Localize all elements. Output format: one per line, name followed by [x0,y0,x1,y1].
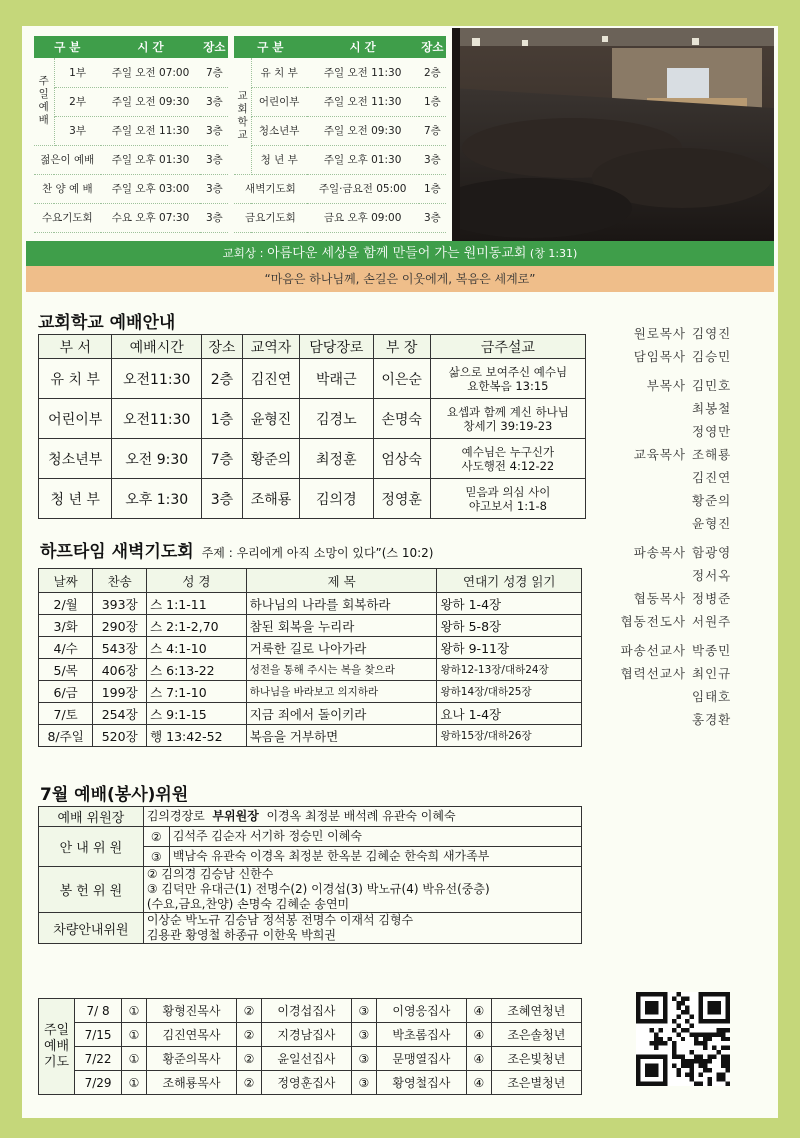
reading-cell: 왕하 1-4장 [437,593,582,615]
table-row [39,439,586,479]
staff-row [598,639,768,662]
place-cell: 2층 [201,359,242,399]
prayer-num: ④ [466,1023,491,1047]
sermon-title: 예수님은 누구신가 [461,444,555,459]
vice-chair-names: 이경옥 최정분 배석례 유관숙 이혜숙 [266,809,456,823]
title-cell: 지금 죄에서 돌이키라 [246,703,437,725]
prayer-num: ① [122,1047,147,1071]
schedule-cell: 3층 [419,203,446,232]
staff-role: 파송목사 [633,545,686,560]
prayer-num: ① [122,1071,147,1095]
prayer-num: ③ [352,1071,377,1095]
reading-cell: 왕하 5-8장 [437,615,582,637]
sermon-verse: 사도행전 4:12-22 [461,458,555,473]
sermon-title: 믿음과 의심 사이 [465,484,551,499]
elder-cell: 김경노 [300,399,373,439]
usher-floor: ② [143,827,169,847]
offering-line: ③ 김덕만 유대근(1) 전명수(2) 이경섭(3) 박노규(4) 박유선(중층) [146,882,490,896]
schedule-cell: 주일 오후 01:30 [307,145,419,174]
col-header: 부 서 [39,335,112,359]
prayer-person: 조혜연청년 [491,999,581,1023]
prayer-person: 지경남집사 [261,1023,351,1047]
date-cell: 7/토 [39,703,93,725]
staff-role [598,397,686,420]
col-header: 장소 [201,335,242,359]
place-cell: 7층 [201,439,242,479]
schedule-cell: 찬 양 예 배 [34,174,101,203]
dawn-title-text: 하프타임 새벽기도회 [40,542,194,562]
staff-name: 정병준 [692,591,732,606]
staff-name: 황준의 [692,493,732,508]
title-cell: 참된 회복을 누리라 [246,615,437,637]
schedule-cell: 2층 [419,58,446,87]
parking-cell [143,913,581,944]
date-cell: 6/금 [39,681,93,703]
staff-name: 윤형진 [692,516,732,531]
staff-role [598,420,686,443]
prayer-num: ④ [466,1047,491,1071]
prayer-num: ① [122,1023,147,1047]
col-header: 장소 [419,36,446,58]
place-cell: 3층 [201,479,242,519]
schedule-cell: 1층 [419,174,446,203]
dawn-header-row [39,569,582,593]
schedule-cell: 주일 오후 01:30 [101,145,201,174]
head-cell: 정영훈 [373,479,430,519]
time-cell: 오전 9:30 [112,439,201,479]
prayer-person: 문맹열집사 [376,1047,466,1071]
reading-cell: 왕하 9-11장 [437,637,582,659]
sermon-verse: 요한복음 13:15 [467,378,549,393]
school-section-title: 교회학교 예배안내 [38,313,176,333]
place-cell: 1층 [201,399,242,439]
table-row [39,703,582,725]
staff-row [598,397,768,420]
prayer-person: 정영훈집사 [261,1071,351,1095]
elder-cell: 박래근 [300,359,373,399]
parking-line: 김용관 황영철 하종규 이한욱 박희권 [146,928,336,942]
usher-names: 김석주 김순자 서기하 정승민 이혜숙 [169,827,581,847]
prayer-person: 황준의목사 [146,1047,236,1071]
date-cell: 4/수 [39,637,93,659]
hymn-cell: 199장 [93,681,147,703]
table-row [39,359,586,399]
parking-line: 이상순 박노규 김승남 정석봉 전명수 이재석 김형수 [146,913,414,927]
sermon-title: 요셉과 함께 계신 하나님 [446,404,569,419]
schedule-cell: 수요기도회 [34,203,101,232]
staff-role: 파송선교사 [620,643,686,658]
schedule-cell: 유 치 부 [251,58,306,87]
schedule-cell: 3부 [54,116,101,145]
dept-cell: 어린이부 [39,399,112,439]
schedule-cell: 3층 [200,145,231,174]
schedule-cell: 금요기도회 [231,203,306,232]
staff-name: 함광영 [692,545,732,560]
motto-label: 교회상 : [222,246,268,260]
reading-cell: 요나 1-4장 [437,703,582,725]
staff-role [598,512,686,535]
time-cell: 오전11:30 [112,399,201,439]
prayer-num: ④ [466,999,491,1023]
prayer-date: 7/29 [75,1071,122,1095]
offering-line: (수요,금요,찬양) 손명숙 김혜순 송연미 [146,897,350,911]
head-cell: 엄상숙 [373,439,430,479]
staff-role: 협동목사 [633,591,686,606]
table-row [39,479,586,519]
head-cell: 손명숙 [373,399,430,439]
hymn-cell: 290장 [93,615,147,637]
chair-cell [143,807,581,827]
chair-name: 김의경장로 [146,809,205,823]
schedule-cell: 청소년부 [251,116,306,145]
schedule-cell: 7층 [419,116,446,145]
schedule-cell: 3층 [200,116,231,145]
title-cell: 하나님을 바라보고 의지하라 [246,681,437,703]
schedule-cell: 젊은이 예배 [34,145,101,174]
schedule-cell: 청 년 부 [251,145,306,174]
parking-label: 차량안내위원 [39,913,144,944]
sermon-cell [430,359,585,399]
pastor-cell: 김진연 [242,359,299,399]
col-header: 연대기 성경 읽기 [437,569,582,593]
staff-row [598,374,768,397]
bible-cell: 행 13:42-52 [147,725,247,747]
prayer-person: 조은빛청년 [491,1047,581,1071]
qr-code-icon[interactable] [636,992,730,1086]
prayer-person: 황형진목사 [146,999,236,1023]
table-row [39,637,582,659]
staff-role: 협력선교사 [620,666,686,681]
staff-name: 조해룡 [692,447,732,462]
prayer-person: 조은솔청년 [491,1023,581,1047]
offering-label: 봉 헌 위 원 [39,867,144,913]
prayer-num: ③ [352,1047,377,1071]
head-cell: 이은순 [373,359,430,399]
elder-cell: 김의경 [300,479,373,519]
prayer-num: ② [237,1071,262,1095]
prayer-person: 황영철집사 [376,1071,466,1095]
hymn-cell: 520장 [93,725,147,747]
church-motto-banner [26,241,774,266]
bible-cell: 스 1:1-11 [147,593,247,615]
col-header: 찬송 [93,569,147,593]
schedule-cell: 어린이부 [251,87,306,116]
prayer-person: 윤일선집사 [261,1047,351,1071]
schedule-cell: 3층 [419,145,446,174]
staff-name: 최인규 [692,666,732,681]
staff-row [598,564,768,587]
col-header: 담당장로 [300,335,373,359]
col-header: 시 간 [101,36,201,58]
table-row [39,1023,582,1047]
bible-cell: 스 2:1-2,70 [147,615,247,637]
schedule-cell: 7층 [200,58,231,87]
committee-section-title: 7월 예배(봉사)위원 [40,785,189,805]
staff-role: 부목사 [646,378,686,393]
reading-cell: 왕하14장/대하25장 [437,681,582,703]
usher-names: 백남숙 유관숙 이경옥 최정분 한옥분 김혜순 한숙희 새가족부 [169,847,581,867]
table-row [39,681,582,703]
schedule-cell: 주일 오후 03:00 [101,174,201,203]
col-header: 금주설교 [430,335,585,359]
staff-role [598,685,686,708]
schedule-cell: 새벽기도회 [231,174,306,203]
schedule-cell: 3층 [200,174,231,203]
schedule-cell: 주일 오전 11:30 [101,116,201,145]
prayer-num: ② [237,1047,262,1071]
col-header: 날짜 [39,569,93,593]
sanctuary-photo [452,28,774,242]
bible-cell: 스 7:1-10 [147,681,247,703]
col-header: 장소 [200,36,231,58]
bible-cell: 스 4:1-10 [147,637,247,659]
staff-row [598,708,768,731]
prayer-person: 이영응집사 [376,999,466,1023]
offering-cell [143,867,581,913]
title-cell: 복음을 거부하면 [246,725,437,747]
schedule-header-row [34,36,446,58]
hymn-cell: 393장 [93,593,147,615]
prayer-person: 조해룡목사 [146,1071,236,1095]
prayer-num: ② [237,999,262,1023]
sermon-verse: 창세기 39:19-23 [463,418,553,433]
schedule-cell: 2부 [54,87,101,116]
time-cell: 오전11:30 [112,359,201,399]
staff-row [598,489,768,512]
sermon-cell [430,479,585,519]
staff-row [598,345,768,368]
table-row [39,913,582,944]
schedule-cell: 주일·금요전 05:00 [307,174,419,203]
schedule-cell: 주일 오전 11:30 [307,87,419,116]
col-header: 예배시간 [112,335,201,359]
elder-cell: 최정훈 [300,439,373,479]
schedule-cell: 주일 오전 11:30 [307,58,419,87]
dept-cell: 유 치 부 [39,359,112,399]
dawn-prayer-table [38,568,582,747]
prayer-num: ③ [352,1023,377,1047]
title-cell: 성전을 통해 주시는 복을 찾으라 [246,659,437,681]
chair-label: 예배 위원장 [39,807,144,827]
col-header: 시 간 [307,36,419,58]
table-row [39,659,582,681]
reading-cell: 왕하12-13장/대하24장 [437,659,582,681]
bible-cell: 스 6:13-22 [147,659,247,681]
motto-text: 아름다운 세상을 함께 만들어 가는 원미동교회 [267,246,527,261]
staff-name: 임태호 [692,689,732,704]
table-row [39,1047,582,1071]
schedule-row [34,203,446,232]
motto-subtitle-banner: “마음은 하나님께, 손길은 이웃에게, 복음은 세계로” [26,266,774,292]
prayer-date: 7/22 [75,1047,122,1071]
staff-role: 담임목사 [633,349,686,364]
prayer-person: 조은별청년 [491,1071,581,1095]
table-row [39,999,582,1023]
sermon-cell [430,399,585,439]
worship-schedule-table [34,36,446,233]
staff-name: 김진연 [692,470,732,485]
staff-name: 박종민 [692,643,732,658]
date-cell: 3/화 [39,615,93,637]
staff-role [598,708,686,731]
staff-name: 홍경환 [692,712,732,727]
sermon-cell [430,439,585,479]
usher-label: 안 내 위 원 [39,827,144,867]
dept-cell: 청소년부 [39,439,112,479]
prayer-person: 박초롬집사 [376,1023,466,1047]
staff-role [598,466,686,489]
schedule-cell: 1부 [54,58,101,87]
schedule-cell: 1층 [419,87,446,116]
table-row [39,867,582,913]
staff-role: 원로목사 [633,326,686,341]
table-row [39,807,582,827]
staff-row [598,420,768,443]
staff-row [598,610,768,633]
staff-name: 최봉철 [692,401,732,416]
vice-chair-label: 부위원장 [212,809,259,823]
title-cell: 거룩한 길로 나아가라 [246,637,437,659]
date-cell: 8/주일 [39,725,93,747]
staff-row [598,466,768,489]
staff-role: 교육목사 [633,447,686,462]
schedule-cell: 3층 [200,87,231,116]
dept-cell: 청 년 부 [39,479,112,519]
staff-name: 김승민 [692,349,732,364]
schedule-cell: 주일 오전 07:00 [101,58,201,87]
col-header: 구 분 [34,36,101,58]
pastor-cell: 윤형진 [242,399,299,439]
schedule-cell: 3층 [200,203,231,232]
staff-row [598,512,768,535]
prayer-person: 김진연목사 [146,1023,236,1047]
staff-name: 정영만 [692,424,732,439]
col-header: 교역자 [242,335,299,359]
date-cell: 5/목 [39,659,93,681]
staff-row [598,322,768,345]
hymn-cell: 543장 [93,637,147,659]
motto-reference: (창 1:31) [526,247,578,260]
col-header: 제 목 [246,569,437,593]
pastor-cell: 조해룡 [242,479,299,519]
schedule-row [34,174,446,203]
staff-name: 정서옥 [692,568,732,583]
pastor-cell: 황준의 [242,439,299,479]
schedule-cell: 수요 오후 07:30 [101,203,201,232]
schedule-cell: 주일 오전 09:30 [307,116,419,145]
prayer-date: 7/ 8 [75,999,122,1023]
prayer-schedule-table [38,998,582,1095]
table-row [39,399,586,439]
sunday-worship-label: 주일예배 [34,58,54,145]
table-row [39,1071,582,1095]
prayer-num: ① [122,999,147,1023]
prayer-label: 주일예배기도 [39,999,75,1095]
table-row [39,827,582,847]
dawn-theme: 주제 : 우리에게 아직 소망이 있다”(스 10:2) [201,546,434,560]
usher-floor: ③ [143,847,169,867]
staff-name: 김민호 [692,378,732,393]
staff-row [598,662,768,685]
sermon-verse: 야고보서 1:1-8 [468,498,547,513]
schedule-cell: 주일 오전 09:30 [101,87,201,116]
col-header: 성 경 [147,569,247,593]
staff-row [598,541,768,564]
church-school-label: 교회학교 [231,58,251,174]
schedule-row [34,58,446,87]
hymn-cell: 406장 [93,659,147,681]
prayer-person: 이경섭집사 [261,999,351,1023]
committee-table [38,806,582,944]
prayer-date: 7/15 [75,1023,122,1047]
table-row [39,593,582,615]
prayer-num: ② [237,1023,262,1047]
staff-role [598,564,686,587]
col-header: 구 분 [231,36,306,58]
reading-cell: 왕하15장/대하26장 [437,725,582,747]
staff-name: 김영진 [692,326,732,341]
table-row [39,725,582,747]
staff-row [598,587,768,610]
staff-list [598,322,768,731]
sermon-title: 삶으로 보여주신 예수님 [448,364,568,379]
schedule-cell: 금요 오후 09:00 [307,203,419,232]
prayer-num: ③ [352,999,377,1023]
staff-role: 협동전도사 [620,614,686,629]
school-header-row [39,335,586,359]
staff-role [598,489,686,512]
offering-line: ② 김의경 김승남 신한수 [146,867,274,881]
table-row [39,615,582,637]
hymn-cell: 254장 [93,703,147,725]
date-cell: 2/월 [39,593,93,615]
bible-cell: 스 9:1-15 [147,703,247,725]
staff-row [598,443,768,466]
staff-name: 서원주 [692,614,732,629]
staff-row [598,685,768,708]
prayer-num: ④ [466,1071,491,1095]
time-cell: 오후 1:30 [112,479,201,519]
title-cell: 하나님의 나라를 회복하라 [246,593,437,615]
col-header: 부 장 [373,335,430,359]
church-school-table [38,334,586,519]
dawn-prayer-title [40,537,433,562]
